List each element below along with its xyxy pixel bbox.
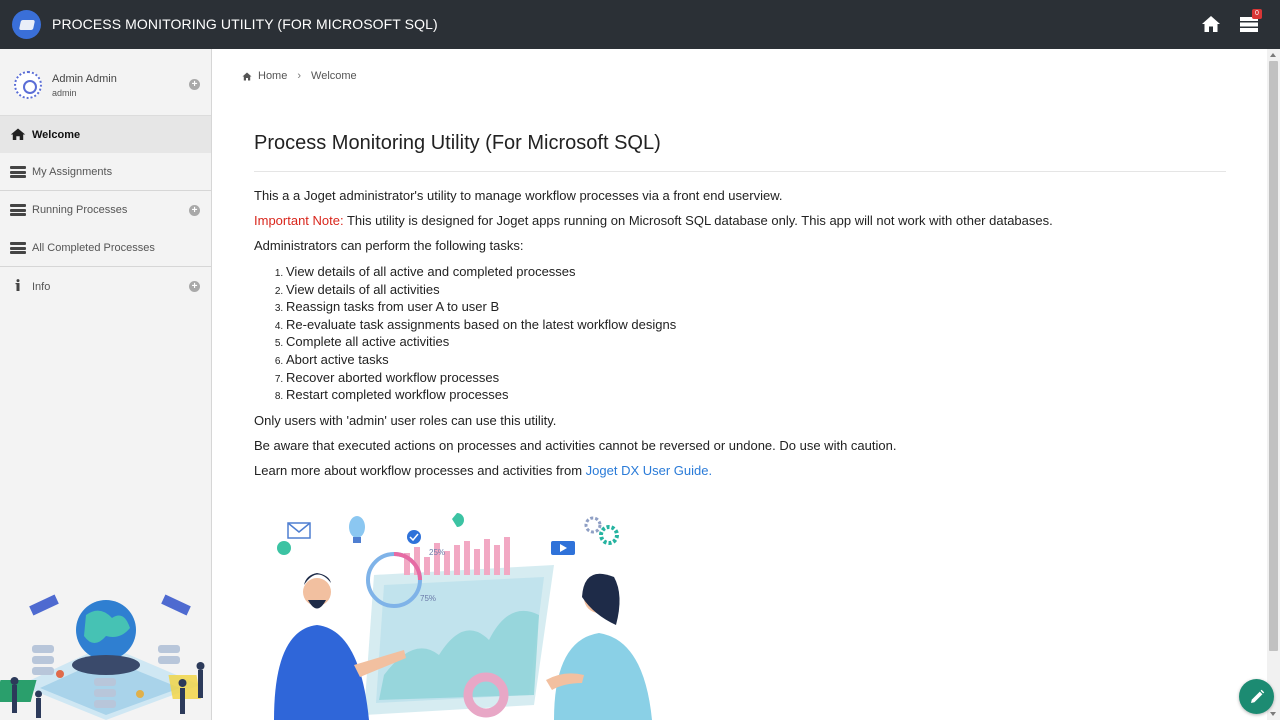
app-title[interactable]: PROCESS MONITORING UTILITY (FOR MICROSOFT SQL) [52, 16, 438, 32]
list-icon [10, 242, 26, 254]
learn-more-suffix: . [708, 462, 713, 478]
intro-text: This a a Joget administrator's utility to manage workflow processes via a front end userview. [254, 188, 783, 203]
user-username: admin [52, 88, 77, 98]
home-icon [242, 72, 252, 81]
avatar[interactable] [14, 71, 42, 99]
important-note-text: This utility is designed for Joget apps running on Microsoft SQL database only. This app will not work with other databases. [343, 213, 1053, 228]
sidebar-item-info[interactable] [0, 267, 211, 306]
pencil-icon [1249, 689, 1265, 705]
sidebar-item-label: Running Processes [32, 204, 128, 216]
sidebar-item-my-assignments[interactable] [0, 153, 211, 190]
divider [254, 171, 1226, 172]
chevron-right-icon: › [297, 70, 302, 82]
breadcrumb-home-link[interactable]: Home [258, 70, 288, 82]
sidebar [0, 49, 212, 720]
welcome-content [254, 188, 1226, 488]
chart-percent-label: 25% [429, 548, 446, 557]
roles-note: Only users with 'admin' user roles can use this utility. [254, 412, 557, 428]
list-item: 2. View details of all activities [286, 281, 1226, 299]
expand-icon[interactable]: + [189, 281, 200, 292]
expand-icon[interactable]: + [189, 205, 200, 216]
user-profile [0, 49, 211, 116]
task-list [286, 263, 1226, 404]
list-item: 1. View details of all active and completed processes [286, 263, 1226, 281]
important-note [254, 213, 1226, 229]
app-logo-icon[interactable] [12, 10, 41, 39]
list-item: 4. Re-evaluate task assignments based on the latest workflow designs [286, 316, 1226, 334]
list-item: 7. Recover aborted workflow processes [286, 369, 1226, 387]
top-navbar [0, 0, 1280, 49]
page-title: Process Monitoring Utility (For Microsoft SQL) [254, 132, 661, 154]
inbox-count-badge: 0 [1252, 9, 1262, 19]
list-icon [10, 166, 26, 178]
scroll-down-icon[interactable] [1270, 712, 1276, 716]
home-icon[interactable] [1198, 12, 1224, 36]
user-name: Admin Admin [52, 73, 117, 85]
home-icon [10, 128, 26, 140]
list-item: 8. Restart completed workflow processes [286, 386, 1226, 404]
edit-button[interactable] [1239, 679, 1274, 714]
main-content [213, 49, 1267, 720]
scroll-up-icon[interactable] [1270, 53, 1276, 57]
list-icon [10, 204, 26, 216]
sidebar-item-label: All Completed Processes [32, 241, 155, 254]
breadcrumb-current: Welcome [311, 70, 357, 82]
list-item: 6. Abort active tasks [286, 351, 1226, 369]
scrollbar[interactable] [1267, 49, 1280, 720]
tasks-intro: Administrators can perform the following tasks: [254, 238, 524, 253]
list-item: 5. Complete all active activities [286, 333, 1226, 351]
sidebar-item-all-completed-processes[interactable] [0, 229, 211, 266]
sidebar-item-label: Info [32, 280, 51, 293]
learn-more-prefix: Learn more about workflow processes and activities from [254, 462, 586, 478]
scrollbar-thumb[interactable] [1269, 61, 1278, 651]
caution-text: Be aware that executed actions on processes and activities cannot be reversed or undone. Do use with caution. [254, 437, 897, 453]
info-icon [10, 279, 26, 291]
list-item: 3. Reassign tasks from user A to user B [286, 298, 1226, 316]
sidebar-item-running-processes[interactable] [0, 191, 211, 229]
sidebar-item-label: My Assignments [32, 165, 113, 178]
learn-more [254, 463, 1226, 479]
inbox-button[interactable] [1236, 12, 1262, 36]
sidebar-item-label: Welcome [32, 128, 81, 141]
chart-percent-label: 75% [420, 594, 437, 603]
important-note-label: Important Note: [254, 213, 344, 228]
sidebar-item-welcome[interactable] [0, 116, 211, 153]
sidebar-illustration [0, 570, 212, 720]
user-expand-icon[interactable]: + [189, 79, 200, 90]
breadcrumb [242, 70, 357, 82]
user-guide-link[interactable]: Joget DX User Guide [585, 462, 709, 478]
welcome-illustration [254, 505, 654, 720]
